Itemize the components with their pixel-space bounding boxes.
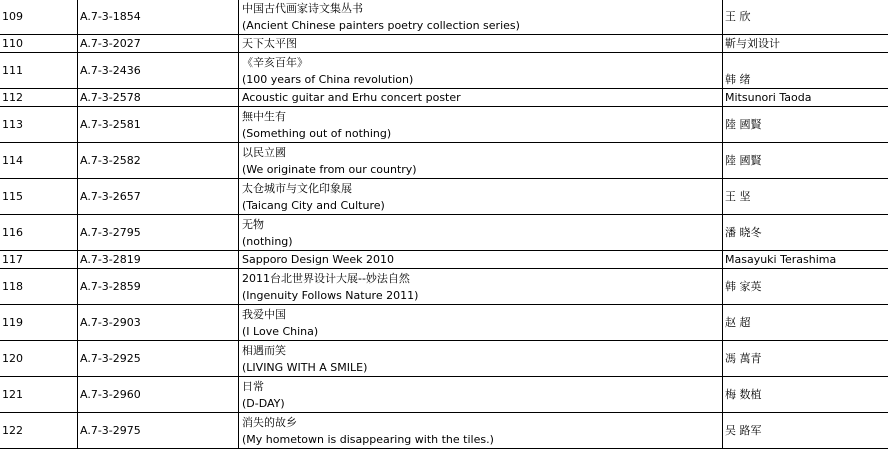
catalog-code: A.7-3-2795 [78, 215, 239, 251]
row-number: 113 [0, 107, 78, 143]
catalog-code: A.7-3-2578 [78, 89, 239, 107]
table-row [0, 413, 888, 449]
table-row [0, 107, 888, 143]
title-chinese: 我爱中国 [242, 307, 286, 321]
title-chinese: 以民立國 [242, 145, 286, 159]
title-english: (LIVING WITH A SMILE) [242, 360, 368, 374]
title-english: (Ancient Chinese painters poetry collection series) [242, 18, 520, 32]
title-chinese: 无物 [242, 217, 264, 231]
row-number: 117 [0, 251, 78, 269]
title-chinese: 2011台北世界设计大展--妙法自然 [242, 271, 410, 285]
designer: Masayuki Terashima [723, 251, 888, 269]
title-english: (100 years of China revolution) [242, 72, 414, 86]
title-english: (D-DAY) [242, 396, 285, 410]
title-cell [239, 107, 723, 143]
table-row [0, 143, 888, 179]
title-cell [239, 269, 723, 305]
catalog-code: A.7-3-2960 [78, 377, 239, 413]
title-english: (My hometown is disappearing with the tiles.) [242, 432, 494, 446]
title-cell [239, 179, 723, 215]
title-english: (nothing) [242, 234, 293, 248]
table-row [0, 377, 888, 413]
table-row [0, 89, 888, 107]
title-cell [239, 251, 723, 269]
title-cell [239, 341, 723, 377]
designer: 陸 國賢 [723, 143, 888, 179]
table-row [0, 179, 888, 215]
title-cell [239, 0, 723, 35]
catalog-code: A.7-3-1854 [78, 0, 239, 35]
catalog-code: A.7-3-2903 [78, 305, 239, 341]
designer: 靳与刘设计 [723, 35, 888, 53]
row-number: 112 [0, 89, 78, 107]
title-english: (Taicang City and Culture) [242, 198, 385, 212]
catalog-code: A.7-3-2581 [78, 107, 239, 143]
title-english: (I Love China) [242, 324, 319, 338]
catalog-code: A.7-3-2925 [78, 341, 239, 377]
table-row [0, 215, 888, 251]
catalog-code: A.7-3-2657 [78, 179, 239, 215]
designer: 韩 家英 [723, 269, 888, 305]
row-number: 116 [0, 215, 78, 251]
table-row [0, 341, 888, 377]
designer: 潘 晓冬 [723, 215, 888, 251]
title-english: (Something out of nothing) [242, 126, 392, 140]
title-cell [239, 377, 723, 413]
catalog-code: A.7-3-2436 [78, 53, 239, 89]
title-english: (We originate from our country) [242, 162, 417, 176]
table-row [0, 0, 888, 35]
row-number: 109 [0, 0, 78, 35]
designer: 韩 绪 [723, 53, 888, 89]
row-number: 110 [0, 35, 78, 53]
designer: 吴 路军 [723, 413, 888, 449]
designer: 王 欣 [723, 0, 888, 35]
designer: 陸 國賢 [723, 107, 888, 143]
row-number: 121 [0, 377, 78, 413]
designer: Mitsunori Taoda [723, 89, 888, 107]
row-number: 118 [0, 269, 78, 305]
catalog-code: A.7-3-2582 [78, 143, 239, 179]
title-english: Acoustic guitar and Erhu concert poster [242, 91, 461, 104]
title-chinese: 《辛亥百年》 [242, 55, 308, 69]
table-row [0, 35, 888, 53]
catalog-code: A.7-3-2859 [78, 269, 239, 305]
table-row [0, 269, 888, 305]
title-cell [239, 53, 723, 89]
row-number: 120 [0, 341, 78, 377]
title-chinese: 無中生有 [242, 109, 286, 123]
row-number: 114 [0, 143, 78, 179]
table-row [0, 251, 888, 269]
designer: 王 坚 [723, 179, 888, 215]
title-cell [239, 215, 723, 251]
designer: 梅 数植 [723, 377, 888, 413]
catalog-code: A.7-3-2027 [78, 35, 239, 53]
row-number: 119 [0, 305, 78, 341]
title-cell [239, 143, 723, 179]
table-row [0, 305, 888, 341]
designer: 馮 萬青 [723, 341, 888, 377]
title-chinese: 天下太平图 [242, 37, 297, 50]
table-row [0, 53, 888, 89]
title-english: (Ingenuity Follows Nature 2011) [242, 288, 419, 302]
title-chinese: 相遇而笑 [242, 343, 286, 357]
row-number: 115 [0, 179, 78, 215]
title-cell [239, 89, 723, 107]
title-cell [239, 305, 723, 341]
designer: 赵 超 [723, 305, 888, 341]
title-chinese: 太仓城市与文化印象展 [242, 181, 352, 195]
row-number: 122 [0, 413, 78, 449]
title-chinese: 消失的故乡 [242, 415, 297, 429]
title-english: Sapporo Design Week 2010 [242, 253, 395, 266]
row-number: 111 [0, 53, 78, 89]
title-chinese: 中国古代画家诗文集丛书 [242, 1, 363, 15]
catalog-code: A.7-3-2819 [78, 251, 239, 269]
title-chinese: 日常 [242, 379, 264, 393]
catalog-code: A.7-3-2975 [78, 413, 239, 449]
title-cell [239, 35, 723, 53]
title-cell [239, 413, 723, 449]
